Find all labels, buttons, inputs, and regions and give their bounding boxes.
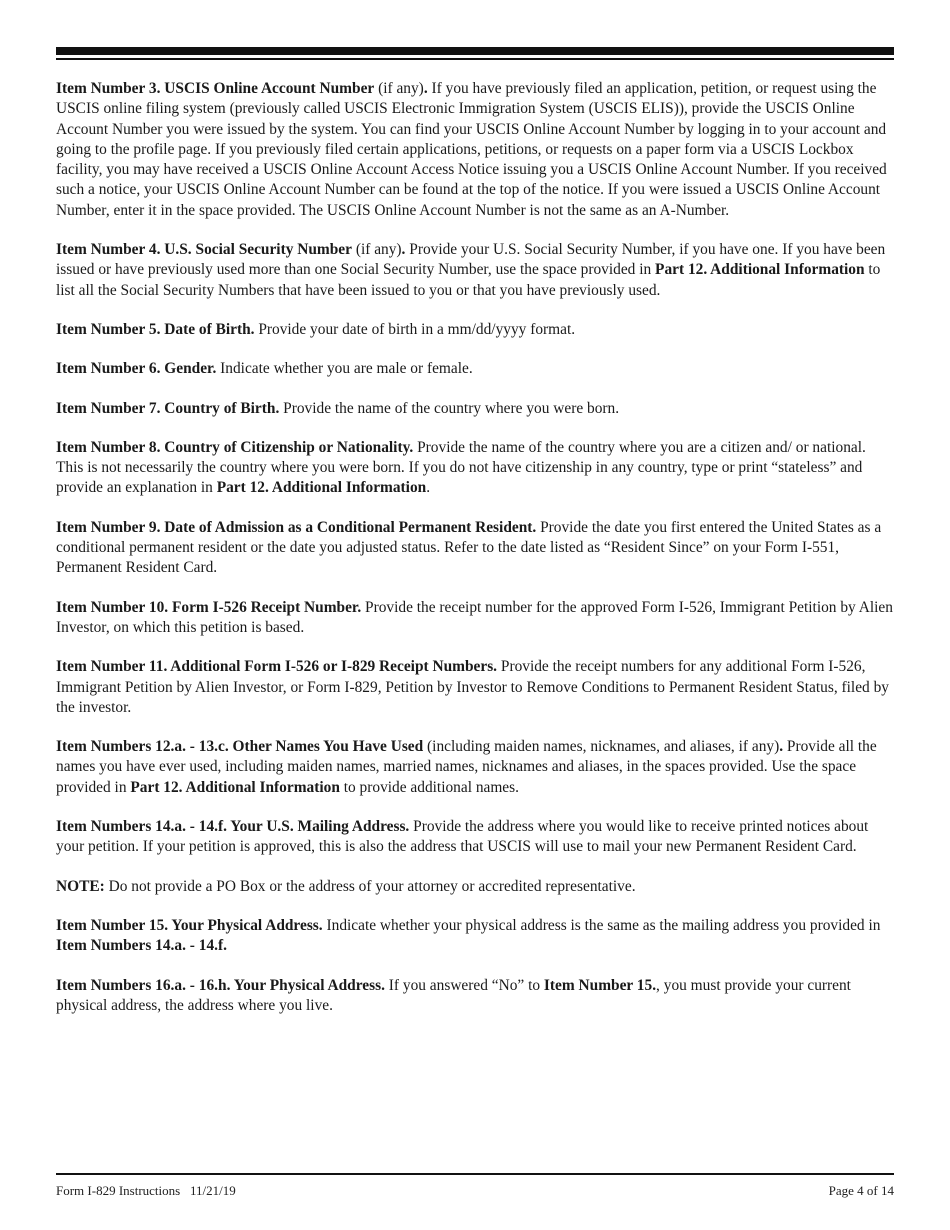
footer-form-name: Form I-829 Instructions 11/21/19 [56,1183,236,1198]
item-4-text-1: Provide your U.S. Social Security Number, if you have one. If you have been issued or have previously used more than one Social Security Number, use the space provided in [56,241,886,279]
item-12-13-text-2: to provide additional names. [339,778,519,796]
item-9-heading: Item Number 9. Date of Admission as a Conditional Permanent Resident. [56,518,537,536]
item-7-paragraph [56,399,896,419]
item-4-heading: Item Number 4. U.S. Social Security Number [56,241,352,259]
item-5-text: Provide your date of birth in a mm/dd/yyyy format. [254,320,576,338]
instructions-body [56,79,896,1035]
item-7-heading: Item Number 7. Country of Birth. [56,399,280,417]
item-14-paragraph [56,817,896,858]
item-12-13-paragraph [56,737,896,798]
item-14-heading: Item Numbers 14.a. - 14.f. Your U.S. Mailing Address. [56,818,410,836]
item-4-period: . [401,241,406,259]
item-14-text: Provide the address where you would like to receive printed notices about your petition. If your petition is approved, this is also the address that USCIS will use to mail your new Permanent Resident Card. [56,818,869,856]
note-text: Do not provide a PO Box or the address of your attorney or accredited representative. [104,877,636,895]
item-10-heading: Item Number 10. Form I-526 Receipt Number. [56,598,362,616]
item-16-heading: Item Numbers 16.a. - 16.h. Your Physical Address. [56,976,385,994]
item-16-text-1: If you answered “No” to [384,976,544,994]
item-11-text: Provide the receipt numbers for any additional Form I-526, Immigrant Petition by Alien Investor, or Form I-829, Petition by Investor to Remove Conditions to Permanent Resident Status, filed by the investor. [56,658,889,716]
item-9-paragraph [56,518,896,579]
item-15-text-1: Indicate whether your physical address is the same as the mailing address you provided in [322,916,881,934]
header-thick-rule [56,47,894,55]
item-8-paragraph [56,438,896,499]
item-11-paragraph [56,657,896,718]
header-thin-rule [56,58,894,60]
item-10-text: Provide the receipt number for the approved Form I-526, Immigrant Petition by Alien Investor, on which this petition is based. [56,598,893,636]
footer-page-number: Page 4 of 14 [828,1183,894,1198]
footer-rule [56,1173,894,1175]
item-3-paragraph [56,79,896,221]
item-12-13-heading: Item Numbers 12.a. - 13.c. Other Names You Have Used [56,738,424,756]
item-12-13-reference: Part 12. Additional Information [130,778,340,796]
item-16-paragraph [56,976,896,1017]
item-12-13-period: . [779,738,784,756]
item-3-heading: Item Number 3. USCIS Online Account Number [56,80,375,97]
item-4-paragraph [56,240,896,301]
item-8-text-1: Provide the name of the country where you are a citizen and/ or national. This is not necessarily the country where you were born. If you do not have citizenship in any country, type or print “stateless” and provide an explanation in [56,438,866,497]
item-4-text-2: to list all the Social Security Numbers that have been issued to you or that you have previously used. [56,261,881,299]
note-heading: NOTE: [56,877,105,895]
item-8-heading: Item Number 8. Country of Citizenship or Nationality. [56,438,414,456]
item-5-heading: Item Number 5. Date of Birth. [56,320,255,338]
item-15-heading: Item Number 15. Your Physical Address. [56,916,323,934]
item-16-text-2: , you must provide your current physical address, the address where you live. [56,976,851,1014]
item-9-text: Provide the date you first entered the United States as a conditional permanent resident or the date you adjusted status. Refer to the date listed as “Resident Since” on your Form I-551, Permanent Resident Card. [56,518,882,577]
item-4-qualifier: (if any) [351,241,402,259]
item-6-paragraph [56,359,896,379]
item-6-heading: Item Number 6. Gender. [56,360,217,378]
item-12-13-qualifier: (including maiden names, nicknames, and aliases, if any) [423,738,780,756]
item-3-text: If you have previously filed an application, petition, or request using the USCIS online filing system (previously called USCIS Electronic Immigration System (USCIS ELIS)), provide the USCIS Online Account Number you were issued by the system. You can find your USCIS Online Account Number by logging in to your account and going to the profile page. If you previously filed certain applications, petitions, or requests on a paper form via a USCIS Lockbox facility, you may have received a USCIS Online Account Access Notice issuing you a USCIS Online Account Number. If you received such a notice, your USCIS Online Account Number can be found at the top of the notice. If you were issued a USCIS Online Account Number, enter it in the space provided. The USCIS Online Account Number is not the same as an A-Number. [56,80,887,219]
note-paragraph [56,877,896,897]
item-6-text: Indicate whether you are male or female. [216,360,473,378]
item-16-reference: Item Number 15. [543,976,657,994]
item-3-qualifier: (if any) [374,80,424,97]
item-4-reference: Part 12. Additional Information [655,261,865,279]
item-11-heading: Item Number 11. Additional Form I-526 or I-829 Receipt Numbers. [56,658,498,676]
item-3-period: . [423,80,428,97]
item-10-paragraph [56,598,896,639]
item-8-text-2: . [426,479,431,497]
item-12-13-text-1: Provide all the names you have ever used, including maiden names, married names, nicknames and aliases, in the spaces provided. Use the space provided in [56,738,877,796]
item-8-reference: Part 12. Additional Information [216,479,427,497]
item-15-paragraph [56,916,896,957]
item-7-text: Provide the name of the country where you were born. [279,399,620,417]
item-5-paragraph [56,320,896,340]
item-15-reference: Item Numbers 14.a. - 14.f. [56,937,227,955]
